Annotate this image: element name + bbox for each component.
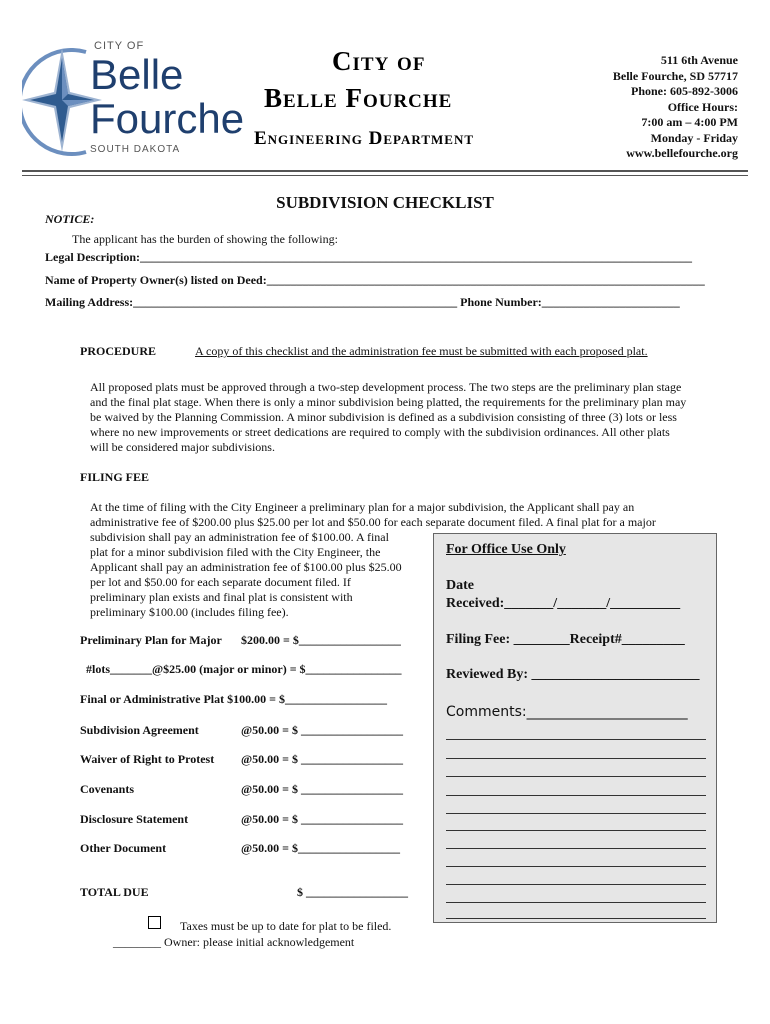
page-title: SUBDIVISION CHECKLIST [276, 193, 494, 212]
office-hours-label: Office Hours: [667, 99, 738, 114]
comment-line[interactable] [446, 795, 706, 796]
procedure-text: A copy of this checklist and the administration fee must be submitted with each proposed plat. [195, 344, 648, 358]
comment-line[interactable] [446, 830, 706, 831]
city-logo [22, 38, 245, 160]
fee-disclosure-amount[interactable]: @50.00 = $ _________________ [241, 812, 403, 826]
taxes-text: Taxes must be up to date for plat to be filed. [180, 919, 392, 933]
fee-other-amount[interactable]: @50.00 = $_________________ [241, 841, 400, 855]
office-hours-time: 7:00 am – 4:00 PM [641, 115, 738, 129]
address-phone: Phone: 605-892-3006 [631, 84, 738, 98]
logo-city-of: CITY OF [94, 40, 145, 52]
comment-line[interactable] [446, 918, 706, 919]
paragraph-line: At the time of filing with the City Engineer a preliminary plan for a major subdivision, the Applicant shall pay an [90, 500, 635, 514]
comment-line[interactable] [446, 848, 706, 849]
paragraph-line: administrative fee of $200.00 plus $25.00 per lot and $50.00 for each separate document filed. A final plat for a major [90, 515, 656, 529]
mailing-address-field[interactable]: Mailing Address:______________________________________________________ Phone Number:_______________________ [45, 295, 680, 309]
logo-belle: Belle [90, 51, 184, 98]
fee-covenants-label: Covenants [80, 782, 135, 796]
header-rule-thin [22, 175, 748, 176]
paragraph-line: plat for a minor subdivision filed with the City Engineer, the [90, 545, 381, 559]
filing-fee-receipt-field[interactable]: Filing Fee: ________Receipt#_________ [446, 632, 685, 647]
comments-label[interactable]: Comments:_______________________ [446, 704, 688, 720]
address-city: Belle Fourche, SD 57717 [612, 68, 738, 83]
office-use-title: For Office Use Only [446, 542, 566, 557]
paragraph-line: per lot and $50.00 for each separate document filed. If [90, 575, 351, 589]
header-belle-fourche: Belle Fourche [264, 83, 453, 113]
paragraph-line: subdivision shall pay an administration fee of $100.00. A final [90, 530, 389, 544]
fee-lots-line[interactable]: #lots_______@$25.00 (major or minor) = $________________ [86, 662, 402, 676]
website-link[interactable]: www.bellefourche.org [626, 146, 738, 160]
fee-preliminary-amount[interactable]: $200.00 = $_________________ [241, 633, 401, 647]
logo-fourche: Fourche [90, 95, 245, 142]
total-due-amount[interactable]: $ _________________ [297, 885, 408, 899]
header-department: Engineering Department [254, 128, 475, 149]
header-city-of: City of [332, 46, 426, 76]
fee-waiver-label: Waiver of Right to Protest [80, 752, 215, 766]
fee-covenants-amount[interactable]: @50.00 = $ _________________ [241, 782, 403, 796]
address-block [613, 53, 738, 162]
filing-fee-label: FILING FEE [80, 470, 150, 484]
paragraph-line: preliminary plan exists and final plat is consistent with [90, 590, 353, 604]
plats-paragraph [90, 380, 730, 455]
fee-final-plat-line[interactable]: Final or Administrative Plat $100.00 = $_________________ [80, 692, 387, 706]
owner-initial-line[interactable]: ________ Owner: please initial acknowledgement [113, 935, 355, 949]
office-hours-days: Monday - Friday [650, 130, 738, 145]
paragraph-line: All proposed plats must be approved through a two-step development process. The two steps are the preliminary plan stage [90, 380, 682, 394]
logo-state: SOUTH DAKOTA [90, 144, 181, 155]
paragraph-line: and the final plat stage. When there is only a minor subdivision being platted, the requirements for the preliminary plan may [90, 395, 687, 409]
address-street: 511 6th Avenue [660, 53, 738, 67]
notice-text: The applicant has the burden of showing the following: [72, 232, 338, 246]
fee-waiver-amount[interactable]: @50.00 = $ _________________ [241, 752, 403, 766]
fee-subdivision-agreement-label: Subdivision Agreement [80, 723, 199, 737]
legal-description-field[interactable]: Legal Description:____________________________________________________________________________________________ [45, 250, 692, 264]
header-rule [22, 170, 748, 172]
comment-line[interactable] [446, 884, 706, 885]
fee-preliminary-label: Preliminary Plan for Major [80, 633, 222, 647]
comment-line[interactable] [446, 776, 706, 777]
date-received-field[interactable]: Received:_______/_______/__________ [446, 596, 681, 611]
comment-line[interactable] [446, 866, 706, 867]
paragraph-line: Applicant shall pay an administration fee of $100.00 plus $25.00 [90, 560, 402, 574]
date-label: Date [446, 578, 474, 593]
reviewed-by-field[interactable]: Reviewed By: ________________________ [446, 667, 700, 682]
taxes-checkbox[interactable] [148, 916, 161, 929]
office-use-box [433, 533, 717, 923]
notice-label: NOTICE: [45, 212, 95, 226]
paragraph-line: will be considered major subdivisions. [90, 440, 275, 454]
fee-disclosure-label: Disclosure Statement [80, 812, 189, 826]
total-due-label: TOTAL DUE [80, 885, 149, 899]
comment-line[interactable] [446, 758, 706, 759]
paragraph-line: where no new improvements or street dedications are required to comply with the subdivision ordinances. All other plats [90, 425, 670, 439]
comment-line[interactable] [446, 813, 706, 814]
comment-line[interactable] [446, 739, 706, 740]
fee-subdivision-agreement-amount[interactable]: @50.00 = $ _________________ [241, 723, 403, 737]
property-owner-field[interactable]: Name of Property Owner(s) listed on Deed:_________________________________________________________________________ [45, 273, 705, 287]
comment-line[interactable] [446, 902, 706, 903]
paragraph-line: be waived by the Planning Commission. A minor subdivision is defined as a subdivision consisting of three (3) lots or less [90, 410, 677, 424]
paragraph-line: preliminary $100.00 (includes filing fee). [90, 605, 289, 619]
procedure-label: PROCEDURE [80, 344, 157, 358]
fee-other-label: Other Document [80, 841, 167, 855]
